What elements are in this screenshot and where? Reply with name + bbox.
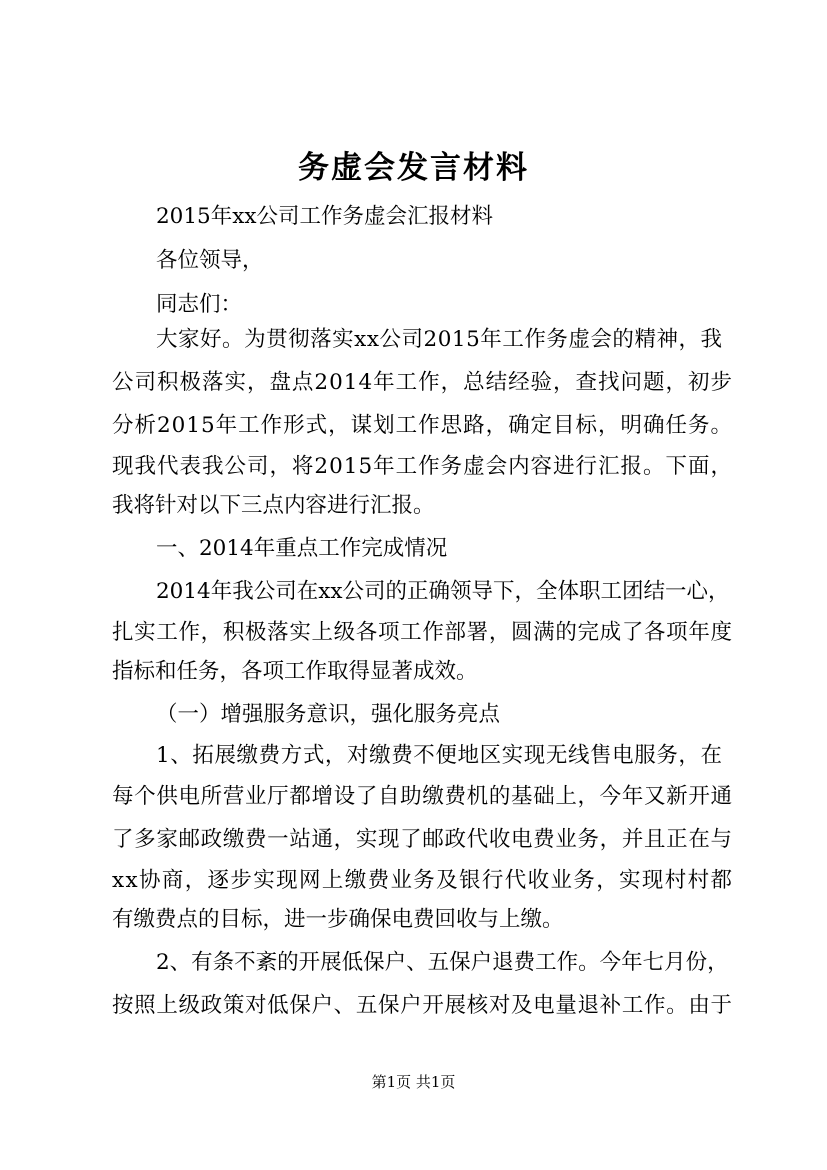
paragraph-line-text: 扎实工作，积极落实上级各项工作部署，圆满的完成了各项年度: [112, 620, 733, 645]
subtitle-line: 2015年xx公司工作务虚会汇报材料: [156, 204, 493, 229]
paragraph-line-text: 1、拓展缴费方式，对缴费不便地区实现无线售电服务，在: [156, 743, 723, 768]
paragraph-line: [112, 411, 732, 441]
section-heading: 一、2014年重点工作完成情况: [156, 536, 448, 561]
paragraph-line-text: 每个供电所营业厅都增设了自助缴费机的基础上，今年又新开通: [112, 784, 733, 809]
subsection-heading: （一）增强服务意识，强化服务亮点: [156, 702, 501, 727]
paragraph-line-text: 2、有条不紊的开展低保户、五保户退费工作。今年七月份，: [156, 950, 729, 975]
paragraph-line: [112, 825, 732, 855]
paragraph-line: [112, 368, 732, 398]
paragraph-line-text: 按照上级政策对低保户、五保户开展核对及电量退补工作。由于: [112, 993, 733, 1018]
paragraph-line-text: 现我代表我公司，将2015年工作务虚会内容进行汇报。下面，: [112, 454, 733, 479]
paragraph-line: [156, 325, 722, 355]
document-title: 务虚会发言材料: [298, 150, 529, 186]
salutation-line: 各位领导，: [156, 248, 264, 273]
paragraph-line-text: 公司积极落实，盘点2014年工作，总结经验，查找问题，初步: [112, 370, 733, 395]
paragraph-line-text: 了多家邮政缴费一站通，实现了邮政代收电费业务，并且正在与: [112, 827, 733, 852]
paragraph-line: 我将针对以下三点内容进行汇报。: [112, 493, 435, 518]
paragraph-line: [156, 577, 730, 607]
paragraph-line: [112, 991, 732, 1021]
paragraph-line: 有缴费点的目标，进一步确保电费回收与上缴。: [112, 907, 564, 932]
paragraph-line: [112, 782, 732, 812]
paragraph-line: [112, 452, 732, 482]
paragraph-line: [156, 948, 729, 978]
paragraph-line: [156, 741, 722, 771]
paragraph-line-text: 2014年我公司在xx公司的正确领导下，全体职工团结一心，: [156, 579, 730, 604]
paragraph-line: [112, 866, 732, 896]
paragraph-line-text: 分析2015年工作形式，谋划工作思路，确定目标，明确任务。: [112, 413, 733, 438]
paragraph-line-text: 大家好。为贯彻落实xx公司2015年工作务虚会的精神，我: [156, 327, 723, 352]
paragraph-line: [112, 618, 732, 648]
page-footer: 第1页 共1页: [371, 1073, 456, 1091]
paragraph-line: 指标和任务，各项工作取得显著成效。: [112, 659, 478, 684]
salutation-line: 同志们：: [156, 292, 243, 317]
paragraph-line-text: xx协商，逐步实现网上缴费业务及银行代收业务，实现村村都: [112, 868, 734, 893]
